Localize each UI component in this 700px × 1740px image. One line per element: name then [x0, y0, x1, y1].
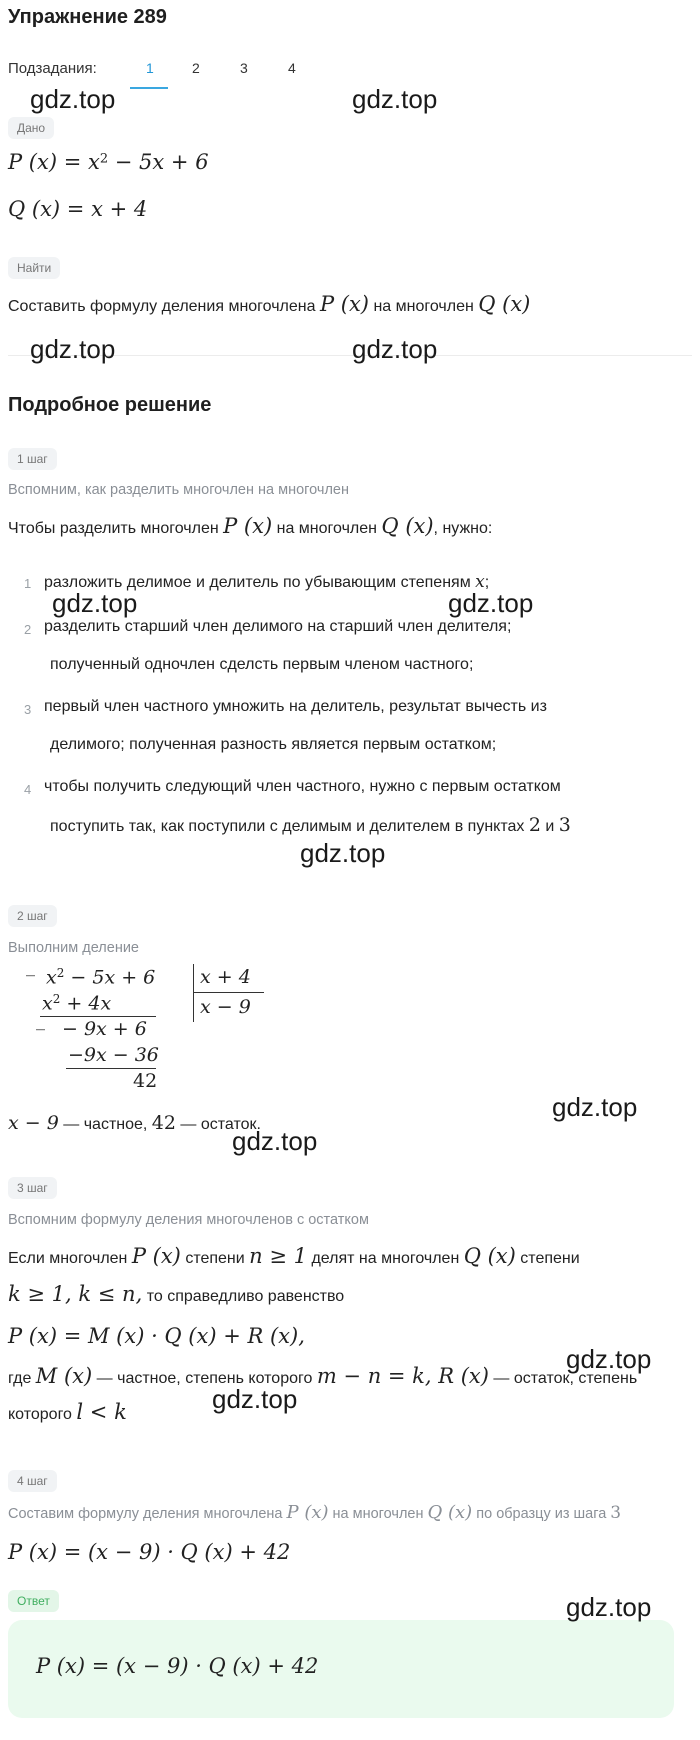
step3-line1: Если многочлен P (x) степени n ≥ 1 делят на многочлен Q (x) степени [8, 1244, 580, 1268]
list-item-4-line1: чтобы получить следующий член частного, нужно с первым остатком [44, 778, 561, 795]
list-item-1: разложить делимое и делитель по убывающим степеням x; [44, 572, 490, 592]
watermark-7: gdz.top [300, 838, 386, 868]
subtask-tab-1[interactable]: 1 [146, 60, 154, 76]
step3-hint: Вспомним формулу деления многочленов с остатком [8, 1212, 369, 1228]
division-divisor: x + 4 [200, 966, 251, 988]
page-title: Упражнение 289 [8, 6, 167, 28]
division-subtrahend-1: $x^2 + 4x$ [42, 992, 112, 1015]
list-item-2-line2: полученный одночлен сделсть первым членом частного; [50, 656, 474, 673]
step3-badge: 3 шаг [8, 1177, 57, 1199]
step2-hint: Выполним деление [8, 940, 139, 956]
list-number-4: 4 [24, 782, 32, 797]
list-item-3-line1: первый член частного умножить на делитель, результат вычесть из [44, 698, 547, 715]
active-tab-indicator [130, 87, 168, 89]
find-text: Составить формулу деления многочлена P (x) на многочлен Q (x) [8, 292, 531, 316]
step3-line2: k ≥ 1, k ≤ n, то справедливо равенство [8, 1282, 345, 1306]
step2-result: x − 9 — частное, 42 — остаток. [8, 1112, 261, 1134]
long-division-minus-2: _ [36, 1010, 45, 1031]
step4-formula: P (x) = (x − 9) · Q (x) + 42 [8, 1540, 291, 1564]
watermark-9: gdz.top [232, 1126, 318, 1156]
long-division-minus-1: _ [26, 956, 35, 977]
given-badge: Дано [8, 117, 54, 139]
division-quotient: x − 9 [200, 996, 251, 1018]
division-remainder-final: 42 [133, 1070, 158, 1092]
step3-line4: где M (x) — частное, степень которого m − n = k, R (x) — остаток, степень [8, 1364, 638, 1388]
division-subtrahend-2: −9x − 36 [68, 1044, 159, 1066]
list-number-3: 3 [24, 702, 32, 717]
answer-badge: Ответ [8, 1590, 59, 1612]
list-item-3-line2: делимого; полученная разность является первым остатком; [50, 736, 497, 753]
division-remainder-1: − 9x + 6 [62, 1018, 147, 1040]
subtask-tab-3[interactable]: 3 [240, 60, 248, 76]
step2-badge: 2 шаг [8, 905, 57, 927]
step3-formula: P (x) = M (x) · Q (x) + R (x), [8, 1324, 305, 1348]
division-bracket-horizontal [194, 992, 264, 993]
list-item-2-line1: разделить старший член делимого на старший член делителя; [44, 618, 512, 635]
watermark-1: gdz.top [30, 84, 116, 114]
answer-formula: P (x) = (x − 9) · Q (x) + 42 [36, 1654, 319, 1678]
watermark-5: gdz.top [52, 588, 138, 618]
step1-badge: 1 шаг [8, 448, 57, 470]
watermark-6: gdz.top [448, 588, 534, 618]
given-q: Q (x) = x + 4 [8, 197, 148, 221]
find-badge: Найти [8, 257, 60, 279]
subtasks-label: Подзадания: [8, 60, 97, 77]
list-number-1: 1 [24, 576, 32, 591]
watermark-12: gdz.top [566, 1592, 652, 1622]
watermark-2: gdz.top [352, 84, 438, 114]
watermark-11: gdz.top [212, 1384, 298, 1414]
subtask-tab-2[interactable]: 2 [192, 60, 200, 76]
watermark-10: gdz.top [566, 1344, 652, 1374]
division-dividend: $x^2 - 5x + 6$ [46, 966, 156, 989]
solution-title: Подробное решение [8, 394, 212, 416]
list-number-2: 2 [24, 622, 32, 637]
watermark-3: gdz.top [30, 334, 116, 364]
step1-hint: Вспомним, как разделить многочлен на многочлен [8, 482, 349, 498]
division-rule-1 [40, 1016, 156, 1017]
watermark-8: gdz.top [552, 1092, 638, 1122]
step4-badge: 4 шаг [8, 1470, 57, 1492]
division-rule-2 [66, 1068, 156, 1069]
division-bracket-vertical [193, 964, 194, 1022]
given-p: P $(x) = x^2 - 5x + 6$ [8, 150, 209, 174]
step1-intro: Чтобы разделить многочлен P (x) на многочлен Q (x), нужно: [8, 514, 493, 538]
list-item-4-line2: поступить так, как поступили с делимым и делителем в пунктах 2 и 3 [50, 814, 571, 836]
step3-line5: которого l < k [8, 1400, 127, 1424]
watermark-4: gdz.top [352, 334, 438, 364]
subtask-tab-4[interactable]: 4 [288, 60, 296, 76]
step4-hint: Составим формулу деления многочлена P (x) на многочлен Q (x) по образцу из шага 3 [8, 1502, 622, 1523]
